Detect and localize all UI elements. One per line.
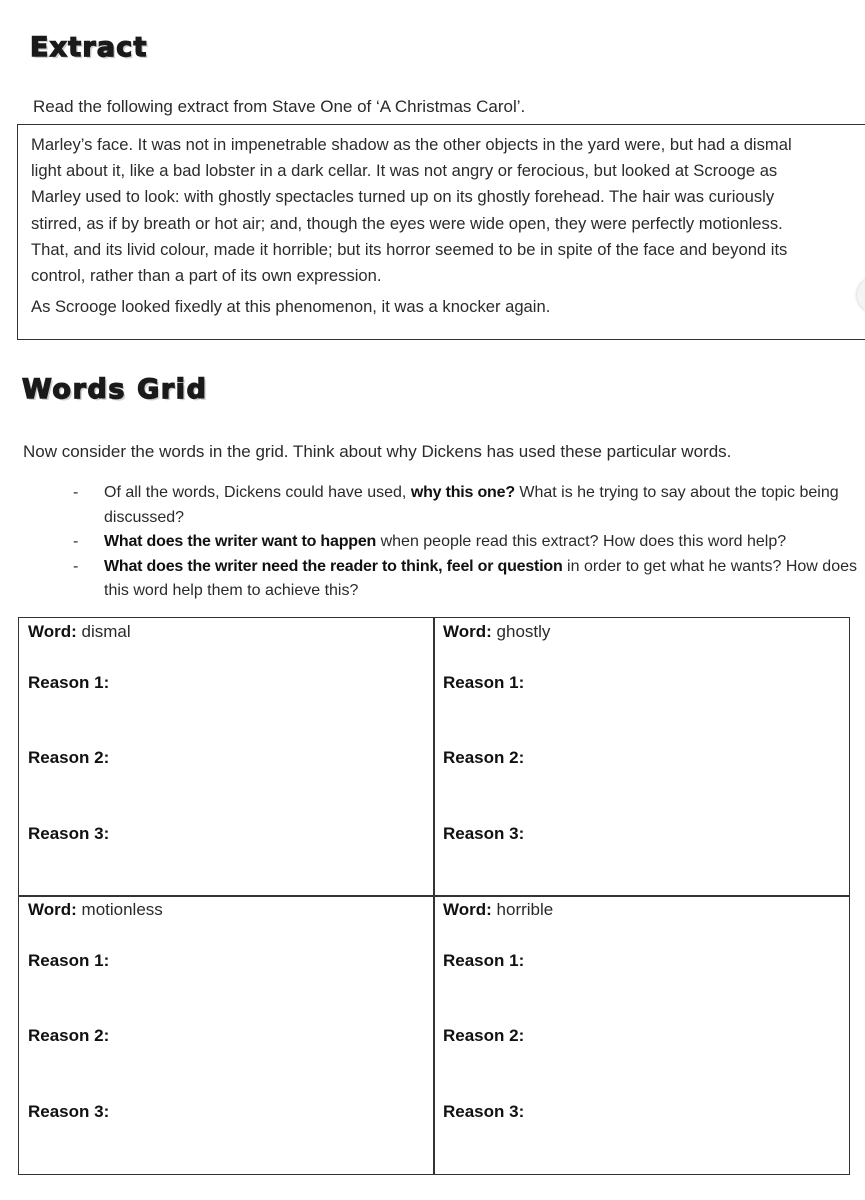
reason-2-label: Reason 2: [28,748,110,767]
reason-3-label: Reason 3: [28,1102,110,1121]
grid-cell-dismal[interactable] [19,618,429,895]
extract-line: control, rather than a part of its own expression. [31,266,382,286]
word-value: horrible [496,900,554,919]
extract-paragraph-2: As Scrooge looked fixedly at this phenomenon, it was a knocker again. [31,297,551,317]
question-item: - What does the writer want to happen when people read this extract? How does this word help? [0,530,864,555]
word-label: Word: ghostly [443,622,551,641]
word-value: motionless [81,900,163,919]
reason-1-label: Reason 1: [443,673,525,692]
question-item: - What does the writer need the reader to think, feel or question in order to get what he wants? How does this word help them to achieve this? [0,555,864,604]
question-list [0,481,865,604]
extract-line: Marley used to look: with ghostly spectacles turned up on its ghostly forehead. The hair was curiously [31,187,775,207]
grid-cell-horrible[interactable] [434,896,844,1173]
reason-2-label: Reason 2: [28,1026,110,1045]
extract-line: light about it, like a bad lobster in a dark cellar. It was not angry or ferocious, but looked at Scrooge as [31,161,778,181]
extract-intro: Read the following extract from Stave One of ‘A Christmas Carol’. [33,97,526,116]
grid-cell-motionless[interactable] [19,896,429,1173]
extract-line: That, and its livid colour, made it horrible; but its horror seemed to be in spite of the face and beyond its [31,239,788,259]
word-label: Word: dismal [28,622,131,641]
reason-1-label: Reason 1: [28,951,110,970]
bullet-dash: - [73,557,79,575]
reason-3-label: Reason 3: [443,1102,525,1121]
word-value: dismal [81,622,131,641]
bullet-dash: - [73,533,79,550]
word-label: Word: motionless [28,900,163,919]
reason-2-label: Reason 2: [443,1026,525,1045]
bullet-dash: - [73,484,79,501]
words-grid-heading: Words Grid [22,374,208,405]
word-label: Word: horrible [443,900,554,919]
reason-1-label: Reason 1: [443,951,525,970]
extract-box [17,124,865,340]
reason-2-label: Reason 2: [443,748,525,767]
question-item: - Of all the words, Dickens could have used, why this one? What is he trying to say about the topic being discussed? [0,481,864,530]
reason-3-label: Reason 3: [443,824,525,843]
reason-1-label: Reason 1: [28,673,110,692]
extract-line: stirred, as if by breath or hot air; and, though the eyes were wide open, they were perfectly motionless. [31,213,783,233]
extract-text [31,132,865,320]
grid-instruction: Now consider the words in the grid. Think about why Dickens has used these particular words. [23,442,732,461]
word-value: ghostly [496,622,551,641]
extract-line: Marley’s face. It was not in impenetrable shadow as the other objects in the yard were, but had a dismal [31,135,792,154]
reason-3-label: Reason 3: [28,824,110,843]
extract-heading: Extract [30,32,148,63]
words-grid-table [18,617,850,1175]
grid-cell-ghostly[interactable] [434,618,844,895]
